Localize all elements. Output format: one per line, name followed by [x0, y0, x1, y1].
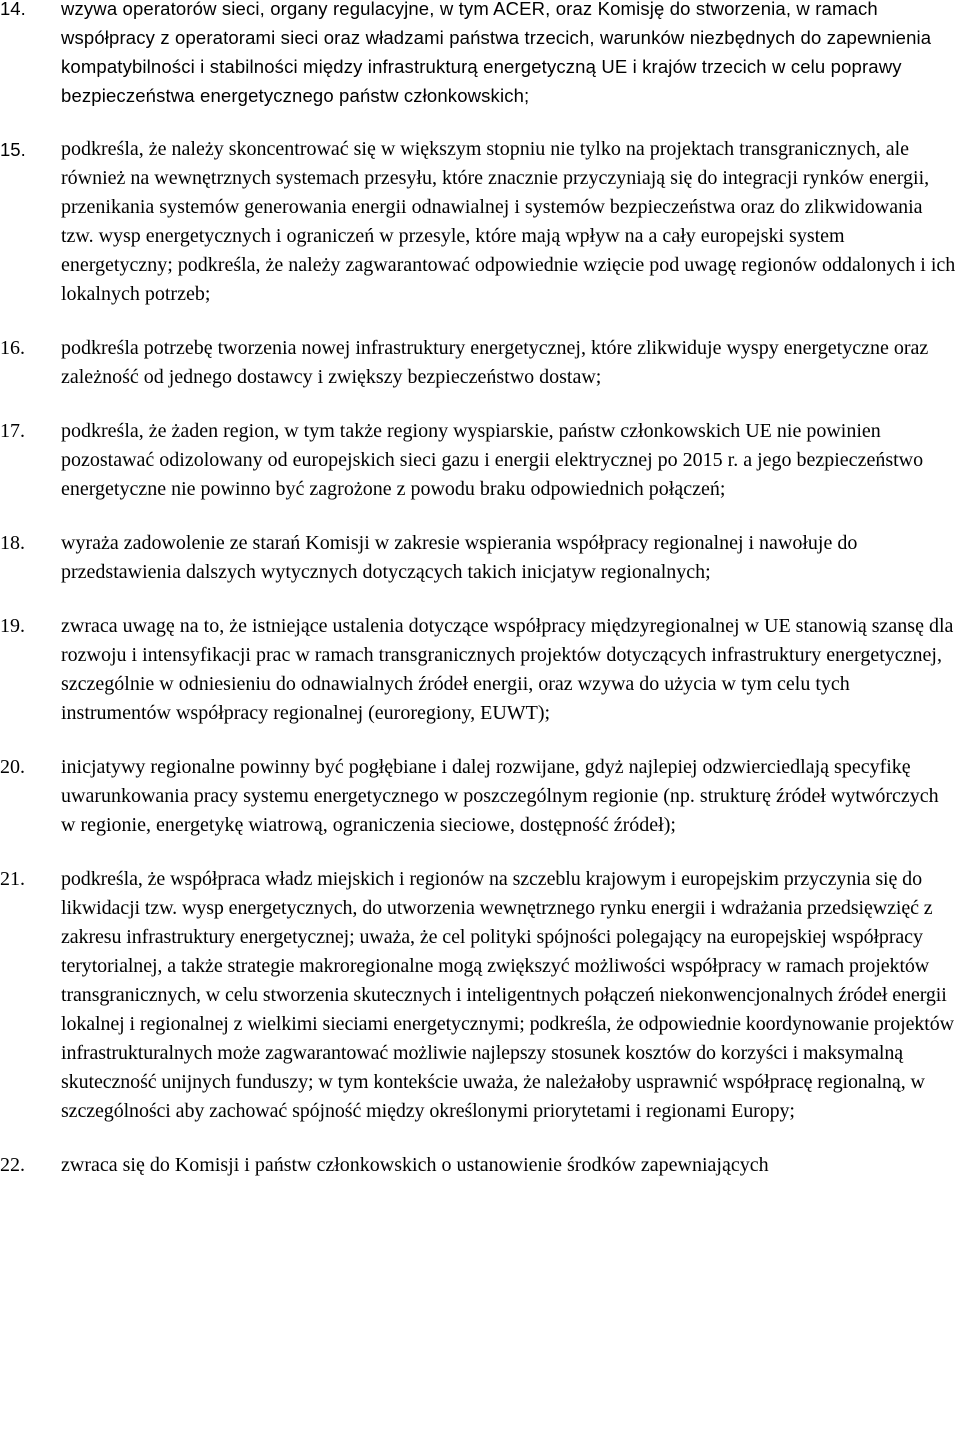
list-item — [0, 529, 960, 587]
item-text: wyraża zadowolenie ze starań Komisji w zakresie wspierania współpracy regionalnej i nawołuje do przedstawienia dalszych wytycznych dotyczących takich inicjatyw regionalnych; — [61, 532, 858, 583]
item-number: 17. — [0, 420, 25, 442]
item-number: 18. — [0, 532, 25, 554]
item-number: 22. — [0, 1154, 25, 1176]
item-text: podkreśla, że należy skoncentrować się w większym stopniu nie tylko na projektach transgranicznych, ale również na wewnętrznych systemach przesyłu, które znacznie przyczyniają się do integracji rynków energii, przenikania systemów generowania energii odnawialnej i systemów bezpieczeństwa oraz do zlikwidowania tzw. wysp energetycznych i ograniczeń w przesyle, które mają wpływ na a cały europejski system energetyczny; podkreśla, że należy zagwarantować odpowiednie wzięcie pod uwagę regionów oddalonych i ich lokalnych potrzeb; — [61, 138, 956, 305]
item-text: podkreśla, że żaden region, w tym także regiony wyspiarskie, państw członkowskich UE nie powinien pozostawać odizolowany od europejskich sieci gazu i energii elektrycznej po 2015 r. a jego bezpieczeństwo energetyczne nie powinno być zagrożone z powodu braku odpowiednich połączeń; — [61, 420, 924, 500]
item-number: 15. — [0, 139, 26, 160]
list-item — [0, 1151, 960, 1180]
list-item — [0, 135, 960, 309]
item-text: zwraca się do Komisji i państw członkowskich o ustanowienie środków zapewniających — [61, 1154, 769, 1176]
item-text: zwraca uwagę na to, że istniejące ustalenia dotyczące współpracy międzyregionalnej w UE stanowią szansę dla rozwoju i intensyfikacji prac w ramach transgranicznych projektów dotyczących infrastruktury energetycznej, szczególnie w odniesieniu do odnawialnych źródeł energii, oraz wzywa do użycia w tym celu tych instrumentów współpracy regionalnej (euroregiony, EUWT); — [61, 615, 954, 724]
item-text: wzywa operatorów sieci, organy regulacyjne, w tym ACER, oraz Komisję do stworzenia, w ramach współpracy z operatorami sieci oraz władzami państwa trzecich, warunków niezbędnych do zapewnienia kompatybilności i stabilności między infrastrukturą energetyczną UE i krajów trzecich w celu poprawy bezpieczeństwa energetycznego państw członkowskich; — [61, 0, 932, 106]
item-number: 20. — [0, 756, 25, 778]
list-item — [0, 417, 960, 504]
item-number: 19. — [0, 615, 25, 637]
list-item — [0, 612, 960, 728]
item-number: 21. — [0, 868, 25, 890]
item-number: 16. — [0, 337, 25, 359]
item-text: inicjatywy regionalne powinny być pogłębiane i dalej rozwijane, gdyż najlepiej odzwierciedlają specyfikę uwarunkowania pracy systemu energetycznego w poszczególnym regionie (np. strukturę źródeł wytwórczych w regionie, energetykę wiatrową, ograniczenia sieciowe, dostępność źródeł); — [61, 756, 939, 836]
list-item — [0, 865, 960, 1126]
item-number: 14. — [0, 0, 26, 19]
item-text: podkreśla, że współpraca władz miejskich i regionów na szczeblu krajowym i europejskim przyczynia się do likwidacji tzw. wysp energetycznych, do utworzenia wewnętrznego rynku energii i wdrażania przedsięwzięć z zakresu infrastruktury energetycznej; uważa, że cel polityki spójności polegający na europejskiej współpracy terytorialnej, a także strategie makroregionalne mogą zwiększyć możliwości współpracy w ramach projektów transgranicznych, w celu stworzenia skutecznych i inteligentnych połączeń niekonwencjonalnych źródeł energii lokalnej i regionalnej z wielkimi sieciami energetycznymi; podkreśla, że odpowiednie koordynowanie projektów infrastrukturalnych może zagwarantować możliwie najlepszy stosunek kosztów do korzyści i maksymalną skuteczność unijnych funduszy; w tym kontekście uważa, że należałoby usprawnić współpracę regionalną, w szczególności aby zachować spójność między określonymi priorytetami i regionami Europy; — [61, 868, 954, 1122]
list-item — [0, 753, 960, 840]
list-item — [0, 0, 960, 110]
item-text: podkreśla potrzebę tworzenia nowej infrastruktury energetycznej, które zlikwiduje wyspy energetyczne oraz zależność od jednego dostawcy i zwiększy bezpieczeństwo dostaw; — [61, 337, 929, 388]
list-item — [0, 334, 960, 392]
